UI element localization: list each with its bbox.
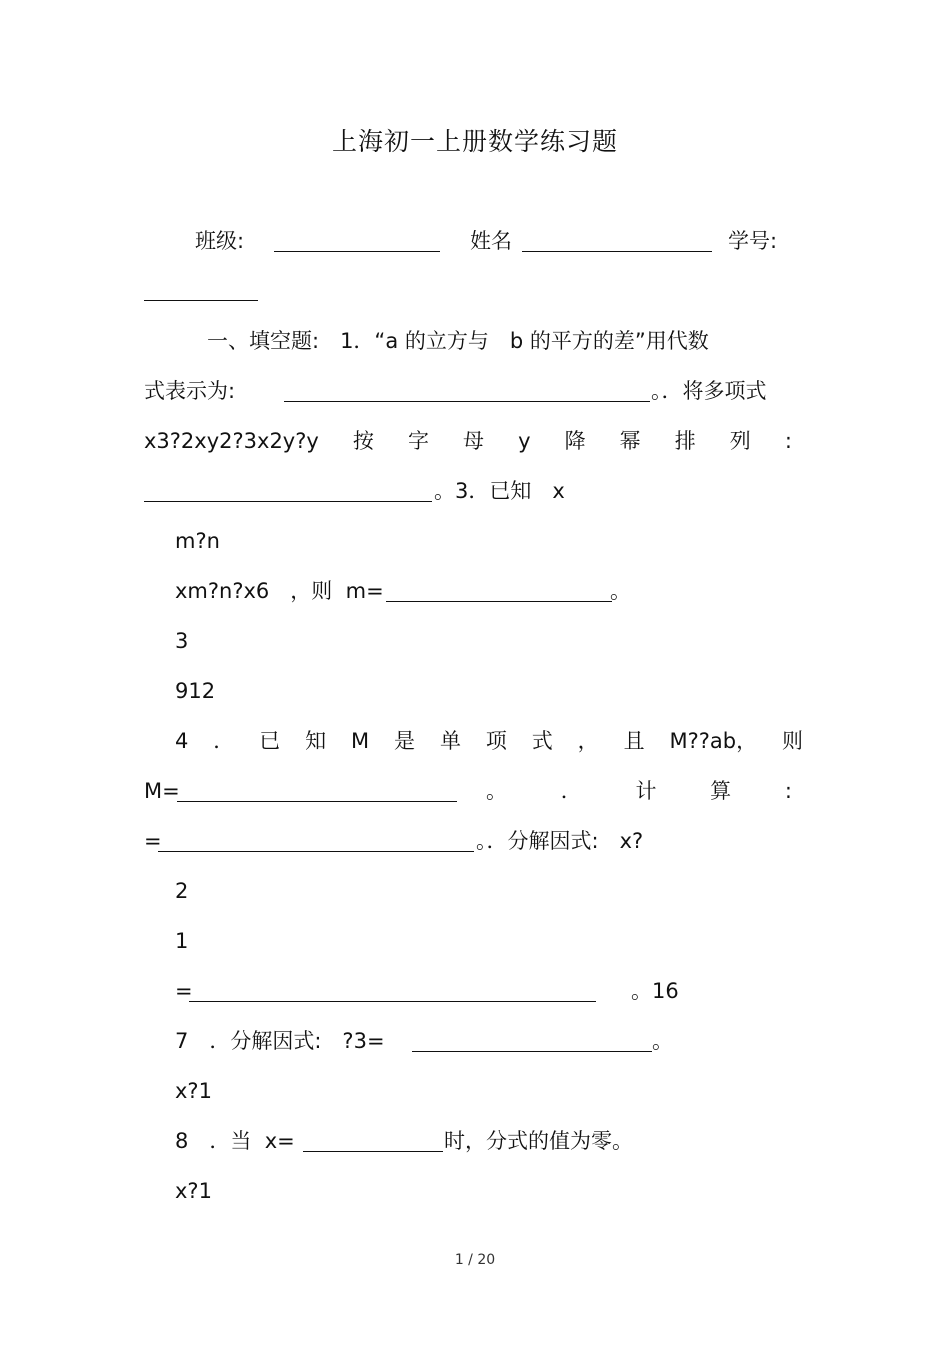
word: y — [518, 429, 531, 453]
class-label: 班级: — [195, 229, 245, 253]
word: ． — [213, 729, 235, 753]
question-6-equals: = — [175, 979, 193, 1003]
question-7-text: 7 ．分解因式: ?3= — [175, 1029, 385, 1053]
word: 算 — [710, 779, 732, 803]
fraction-fragment: x?1 — [175, 1179, 212, 1203]
student-number-blank — [144, 280, 258, 301]
word: 降 — [564, 429, 586, 453]
word: 则 — [781, 729, 803, 753]
word: 单 — [439, 729, 461, 753]
question-2-blank — [144, 481, 432, 502]
word: 已 — [259, 729, 281, 753]
word: 4 — [175, 729, 189, 753]
question-1-continued: 式表示为: — [144, 379, 236, 403]
word: : — [784, 429, 792, 453]
question-3-blank — [386, 581, 612, 602]
word: 知 — [305, 729, 327, 753]
word: 项 — [485, 729, 507, 753]
question-8-end: 时，分式的值为零。 — [444, 1129, 633, 1153]
word: 幂 — [619, 429, 641, 453]
word: : — [784, 779, 792, 803]
page-indicator: 1 / 20 — [454, 1252, 496, 1268]
question-2-start: 。．将多项式 — [651, 379, 767, 403]
document-title: 上海初一上册数学练习题 — [331, 127, 618, 156]
question-1-text: 一、填空题: 1．“a 的立方与 b 的平方的差”用代数 — [207, 329, 709, 353]
fraction-fragment: 912 — [175, 679, 216, 703]
question-4-blank — [177, 781, 457, 802]
word: 是 — [394, 729, 416, 753]
fraction-fragment: 3 — [175, 629, 189, 653]
question-3-start: 。3．已知 x — [434, 479, 565, 503]
question-6-start: 。．分解因式: x? — [476, 829, 644, 853]
question-5-equals: = — [144, 829, 162, 853]
question-2-polynomial-line — [144, 431, 792, 452]
fraction-fragment: 2 — [175, 879, 189, 903]
question-5-blank — [158, 831, 474, 852]
word: 式 — [531, 729, 553, 753]
name-label: 姓名 — [470, 229, 512, 253]
word: 。 — [486, 779, 507, 803]
question-4-answer-label: M= — [144, 779, 180, 803]
question-6-end: 。16 — [631, 979, 679, 1003]
word: 母 — [463, 429, 484, 453]
fraction-fragment: x?1 — [175, 1079, 212, 1103]
question-5-line — [486, 781, 792, 802]
question-1-blank — [284, 381, 650, 402]
word: M — [351, 729, 370, 753]
word: 字 — [407, 429, 429, 453]
word: 计 — [635, 779, 657, 803]
question-3-exponent: m?n — [175, 529, 220, 553]
fraction-fragment: 1 — [175, 929, 189, 953]
question-4-line — [175, 731, 803, 752]
student-number-label: 学号: — [728, 229, 778, 253]
word: ， — [577, 729, 599, 753]
class-blank — [274, 231, 440, 252]
name-blank — [522, 231, 712, 252]
word: 列 — [729, 429, 751, 453]
question-3-equation: xm?n?x6 ，则 m= — [175, 579, 384, 603]
word: ． — [560, 779, 582, 803]
word: x3?2xy2?3x2y?y — [144, 429, 319, 453]
word: 按 — [352, 429, 374, 453]
question-7-end: 。 — [652, 1029, 673, 1053]
question-8-blank — [303, 1131, 443, 1152]
word: 且 — [623, 729, 645, 753]
question-6-blank — [189, 981, 596, 1002]
question-3-end: 。 — [610, 579, 631, 603]
word: M??ab， — [669, 729, 758, 753]
question-8-text: 8 ．当 x= — [175, 1129, 295, 1153]
question-7-blank — [412, 1031, 652, 1052]
word: 排 — [674, 429, 696, 453]
